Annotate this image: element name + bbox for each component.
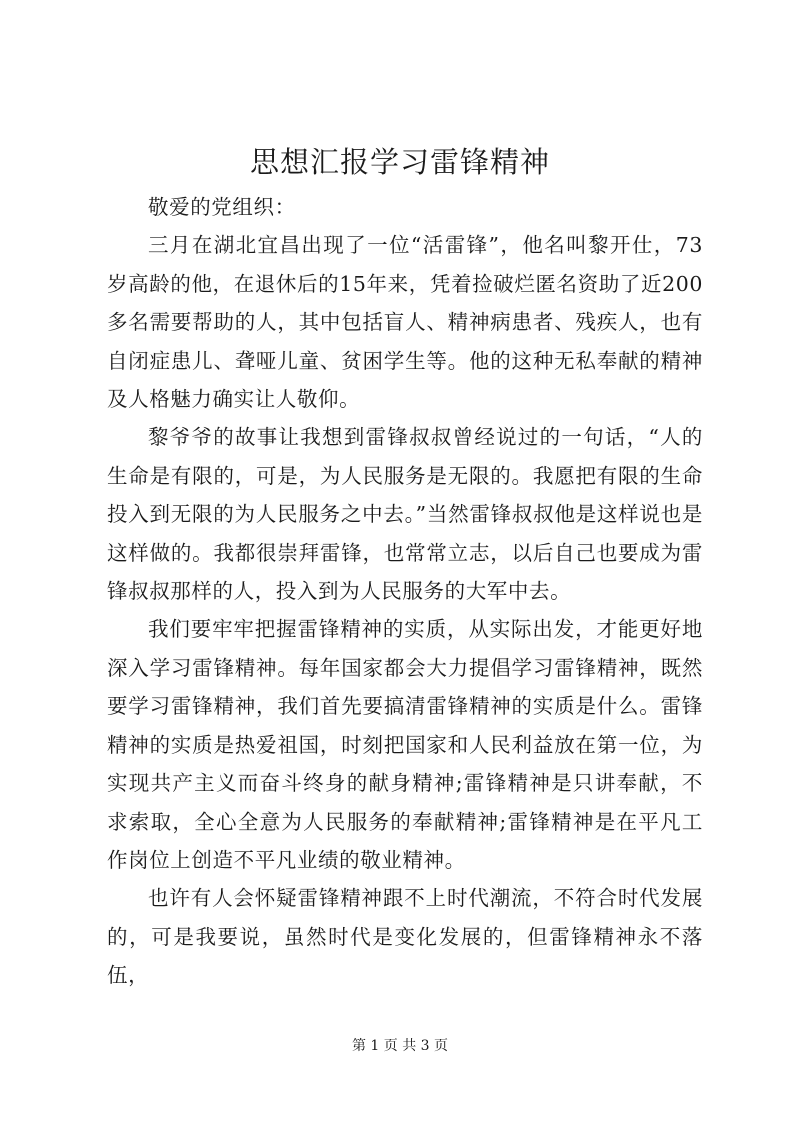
page-footer — [0, 1036, 800, 1056]
paragraph-2: 黎爷爷的故事让我想到雷锋叔叔曾经说过的一句话，“人的生命是有限的，可是，为人民服务是无限的。我愿把有限的生命投入到无限的为人民服务之中去。”当然雷锋叔叔他是这样说也是这样做的。我都很崇拜雷锋，也常常立志，以后自己也要成为雷锋叔叔那样的人，投入到为人民服务的大军中去。 — [107, 425, 703, 604]
paragraph-1: 三月在湖北宜昌出现了一位“活雷锋”，他名叫黎开仕，73岁高龄的他，在退休后的15年来，凭着捡破烂匿名资助了近200多名需要帮助的人，其中包括盲人、精神病患者、残疾人，也有自闭症患儿、聋哑儿童、贫困学生等。他的这种无私奉献的精神及人格魅力确实让人敬仰。 — [107, 233, 703, 412]
document-body — [107, 188, 703, 995]
paragraph-3: 我们要牢牢把握雷锋精神的实质，从实际出发，才能更好地深入学习雷锋精神。每年国家都会大力提倡学习雷锋精神，既然要学习雷锋精神，我们首先要搞清雷锋精神的实质是什么。雷锋精神的实质是热爱祖国，时刻把国家和人民利益放在第一位，为实现共产主义而奋斗终身的献身精神;雷锋精神是只讲奉献，不求索取，全心全意为人民服务的奉献精神;雷锋精神是在平凡工作岗位上创造不平凡业绩的敬业精神。 — [107, 617, 703, 872]
paragraph-4: 也许有人会怀疑雷锋精神跟不上时代潮流，不符合时代发展的，可是我要说，虽然时代是变化发展的，但雷锋精神永不落伍， — [107, 886, 703, 988]
salutation: 敬爱的党组织： — [148, 195, 296, 219]
page-number-label: 第 1 页 共 3 页 — [351, 1038, 449, 1054]
document-title: 思想汇报学习雷锋精神 — [249, 145, 550, 179]
